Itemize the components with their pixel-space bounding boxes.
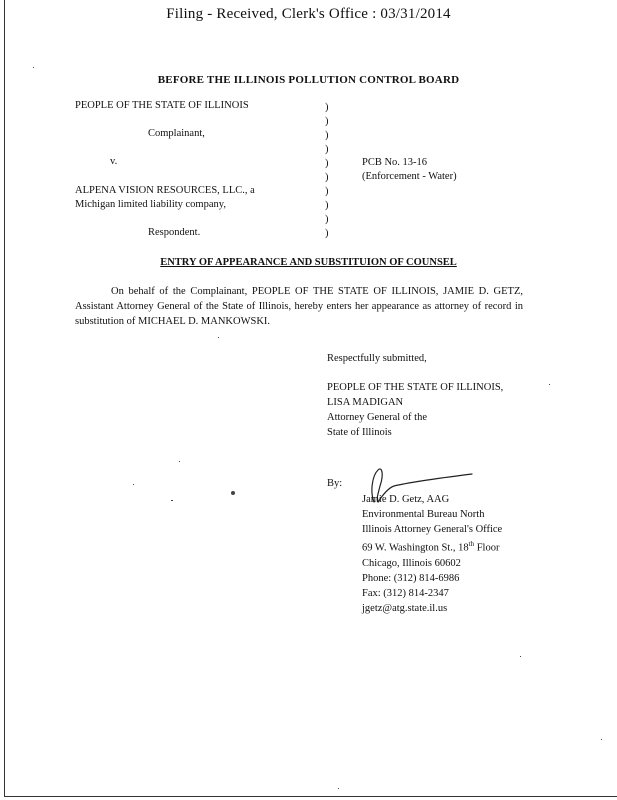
paren: ) [325, 144, 329, 155]
fax: Fax: (312) 814-2347 [362, 587, 449, 599]
paren: ) [325, 158, 329, 169]
phone: Phone: (312) 814-6986 [362, 572, 460, 584]
body-text: On behalf of the Complainant, PEOPLE OF THE STATE OF ILLINOIS, JAMIE D. GETZ, Assistant Attorney General of the State of Illinois, hereby enters her appearance as attorney of record in substitution of MICHAEL D. MANKOWSKI. [75, 286, 523, 327]
paren: ) [325, 102, 329, 113]
defendant-name-line1: ALPENA VISION RESOURCES, LLC., a [75, 185, 255, 196]
scan-speck [133, 484, 134, 485]
scan-speck [338, 788, 339, 789]
scan-speck [231, 491, 235, 495]
by-label: By: [327, 478, 343, 489]
respectfully-submitted: Respectfully submitted, [327, 353, 427, 364]
paren: ) [325, 228, 329, 239]
board-title: BEFORE THE ILLINOIS POLLUTION CONTROL BOARD [157, 74, 460, 86]
defendant-name-line2: Michigan limited liability company, [75, 199, 226, 210]
email: jgetz@atg.state.il.us [362, 602, 448, 614]
attorney-general-title-1: Attorney General of the [327, 412, 428, 423]
case-type: (Enforcement - Water) [362, 171, 457, 182]
scan-speck [601, 739, 602, 740]
paren: ) [325, 214, 329, 225]
scan-speck [33, 67, 34, 68]
office: Illinois Attorney General's Office [362, 524, 503, 535]
paren: ) [325, 186, 329, 197]
attorney-name: Jamie D. Getz, AAG [362, 494, 450, 505]
bureau: Environmental Bureau North [362, 509, 485, 520]
city: Chicago, Illinois 60602 [362, 557, 461, 569]
versus-label: v. [110, 156, 118, 167]
street-address [362, 537, 502, 556]
scan-speck [171, 500, 173, 501]
document-title: ENTRY OF APPEARANCE AND SUBSTITUION OF COUNSEL [160, 257, 457, 268]
filing-stamp: Filing - Received, Clerk's Office : 03/31/2014 [166, 6, 451, 22]
scan-speck [520, 656, 521, 657]
signature-block [362, 492, 502, 616]
plaintiff-role: Complainant, [148, 128, 205, 139]
case-number: PCB No. 13-16 [362, 157, 428, 168]
street-address-prefix: 69 W. Washington St., 18 [362, 542, 469, 554]
closing-block [327, 351, 503, 440]
attorney-general-name: LISA MADIGAN [327, 397, 404, 408]
scan-left-border [4, 0, 5, 796]
paren: ) [325, 130, 329, 141]
paren: ) [325, 172, 329, 183]
scan-speck [179, 461, 180, 462]
scan-speck [218, 337, 219, 338]
scan-bottom-border [4, 796, 617, 797]
paren: ) [325, 200, 329, 211]
paren: ) [325, 116, 329, 127]
street-address-suffix: Floor [474, 542, 500, 554]
attorney-general-title-2: State of Illinois [327, 427, 392, 438]
defendant-role: Respondent. [148, 227, 201, 238]
party-name: PEOPLE OF THE STATE OF ILLINOIS, [327, 382, 504, 393]
body-paragraph [75, 284, 523, 329]
street-address-sup: th [468, 540, 475, 548]
caption-parenthesis-column [325, 101, 329, 241]
scan-speck [549, 384, 550, 385]
plaintiff-name: PEOPLE OF THE STATE OF ILLINOIS [75, 100, 249, 111]
